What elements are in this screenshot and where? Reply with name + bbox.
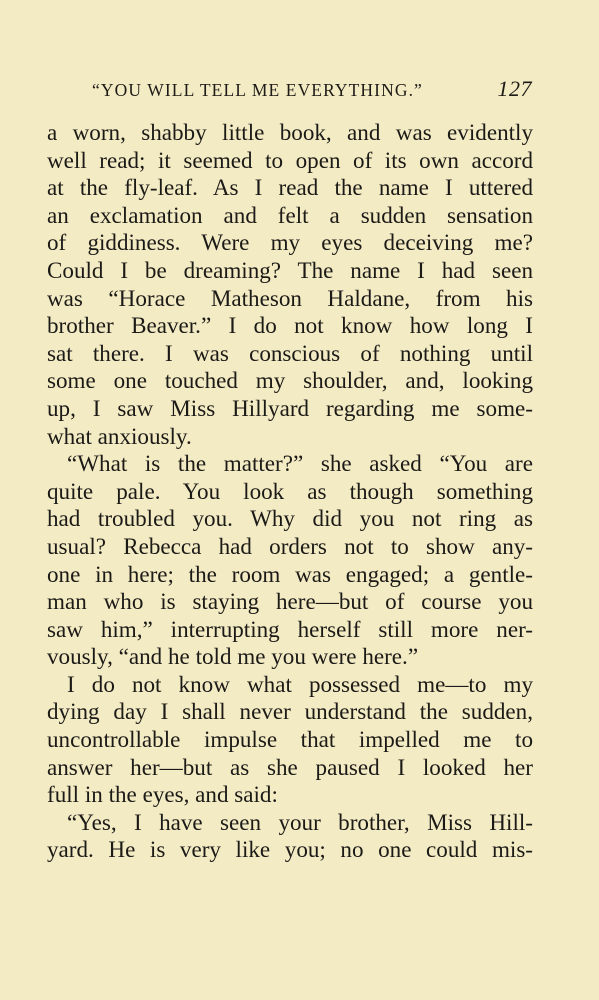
text-line: one in here; the room was engaged; a gentle- xyxy=(47,560,533,587)
body-text xyxy=(47,119,533,864)
text-line: I do not know what possessed me—to my xyxy=(67,670,533,697)
text-line: some one touched my shoulder, and, looking xyxy=(47,367,533,394)
running-title: “YOU WILL TELL ME EVERYTHING.” xyxy=(92,80,423,100)
text-line: sat there. I was conscious of nothing until xyxy=(47,339,533,366)
text-line: uncontrollable impulse that impelled me to xyxy=(47,726,533,753)
text-line: answer her—but as she paused I looked her xyxy=(47,753,533,780)
text-line: up, I saw Miss Hillyard regarding me some- xyxy=(47,394,533,421)
text-line: usual? Rebecca had orders not to show any- xyxy=(47,532,533,559)
text-line: vously, “and he told me you were here.” xyxy=(47,643,419,670)
text-line: at the fly-leaf. As I read the name I uttered xyxy=(47,174,533,201)
text-line: Could I be dreaming? The name I had seen xyxy=(47,256,533,283)
text-line: had troubled you. Why did you not ring as xyxy=(47,505,533,532)
text-line: dying day I shall never understand the sudden, xyxy=(47,698,533,725)
text-line: was “Horace Matheson Haldane, from his xyxy=(47,284,533,311)
text-line: of giddiness. Were my eyes deceiving me? xyxy=(47,229,533,256)
text-line: an exclamation and felt a sudden sensation xyxy=(47,201,533,228)
text-line: yard. He is very like you; no one could mis- xyxy=(47,836,533,863)
text-line: a worn, shabby little book, and was evidently xyxy=(47,119,533,145)
text-line: what anxiously. xyxy=(47,422,192,449)
text-line: well read; it seemed to open of its own accord xyxy=(47,146,533,173)
text-line: man who is staying here—but of course you xyxy=(47,588,533,615)
page-number: 127 xyxy=(497,76,532,101)
text-line: brother Beaver.” I do not know how long I xyxy=(47,312,533,339)
text-line: saw him,” interrupting herself still more ner- xyxy=(47,615,533,642)
text-line: quite pale. You look as though something xyxy=(47,477,533,504)
text-line: full in the eyes, and said: xyxy=(47,781,278,808)
text-line: “Yes, I have seen your brother, Miss Hill- xyxy=(67,808,533,835)
text-line: “What is the matter?” she asked “You are xyxy=(67,450,533,477)
running-head xyxy=(92,76,532,102)
